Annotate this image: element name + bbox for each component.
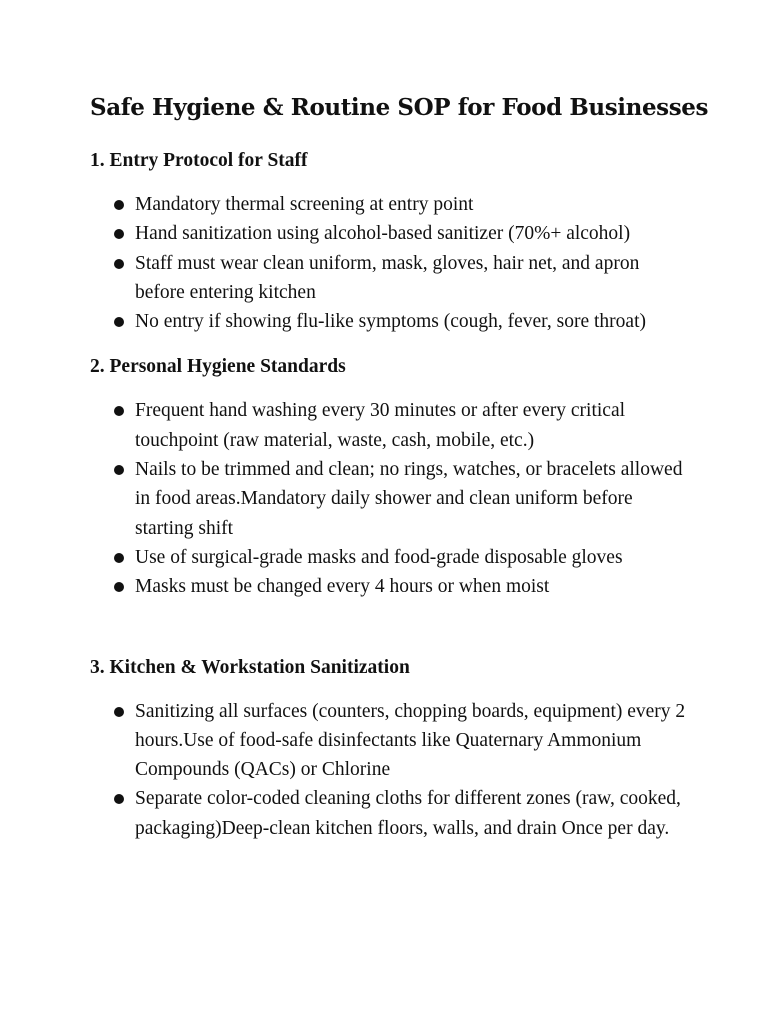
list-item-text: Frequent hand washing every 30 minutes or after every critical touchpoint (raw material, waste, cash, mobile, etc.) (135, 400, 626, 451)
list-item-text: Mandatory thermal screening at entry point (135, 194, 474, 215)
bullet-icon (114, 200, 124, 210)
section-personal-hygiene (90, 353, 690, 601)
section-heading: 2. Personal Hygiene Standards (90, 356, 346, 378)
bullet-icon (114, 794, 124, 804)
document-title: Safe Hygiene & Routine SOP for Food Businesses (90, 94, 709, 121)
list-item (90, 219, 690, 248)
section-kitchen-sanitization (90, 654, 690, 843)
section-entry-protocol (90, 147, 690, 336)
bullet-icon (114, 553, 124, 563)
list-item (90, 784, 690, 843)
list-item-text: Nails to be trimmed and clean; no rings, watches, or bracelets allowed in food areas.Mandatory daily shower and clean uniform before starting shift (135, 459, 683, 539)
bullet-list (90, 190, 690, 336)
list-item (90, 307, 690, 336)
list-item (90, 190, 690, 219)
list-item-text: Use of surgical-grade masks and food-grade disposable gloves (135, 546, 623, 568)
list-item-text: Staff must wear clean uniform, mask, gloves, hair net, and apron before entering kitchen (135, 252, 640, 303)
list-item-text: Separate color-coded cleaning cloths for different zones (raw, cooked, packaging)Deep-clean kitchen floors, walls, and drain Once per day. (135, 788, 681, 839)
list-item-text: Hand sanitization using alcohol-based sanitizer (70%+ alcohol) (135, 223, 631, 245)
bullet-icon (114, 582, 124, 592)
section-heading: 3. Kitchen & Workstation Sanitization (90, 656, 410, 678)
bullet-icon (114, 465, 124, 475)
bullet-icon (114, 707, 124, 717)
list-item (90, 455, 690, 543)
list-item-text: Masks must be changed every 4 hours or when moist (135, 576, 550, 598)
bullet-icon (114, 406, 124, 416)
section-heading: 1. Entry Protocol for Staff (90, 150, 308, 171)
list-item (90, 697, 690, 785)
list-item (90, 572, 690, 601)
list-item-text: No entry if showing flu-like symptoms (cough, fever, sore throat) (135, 311, 646, 333)
list-item (90, 249, 690, 308)
list-item (90, 396, 690, 455)
list-item (90, 543, 690, 572)
bullet-list (90, 697, 690, 843)
bullet-icon (114, 259, 124, 269)
document-page (90, 88, 709, 843)
bullet-list (90, 396, 690, 601)
bullet-icon (114, 229, 124, 239)
list-item-text: Sanitizing all surfaces (counters, chopping boards, equipment) every 2 hours.Use of food-safe disinfectants like Quaternary Ammonium Compounds (QACs) or Chlorine (135, 700, 686, 781)
bullet-icon (114, 317, 124, 327)
